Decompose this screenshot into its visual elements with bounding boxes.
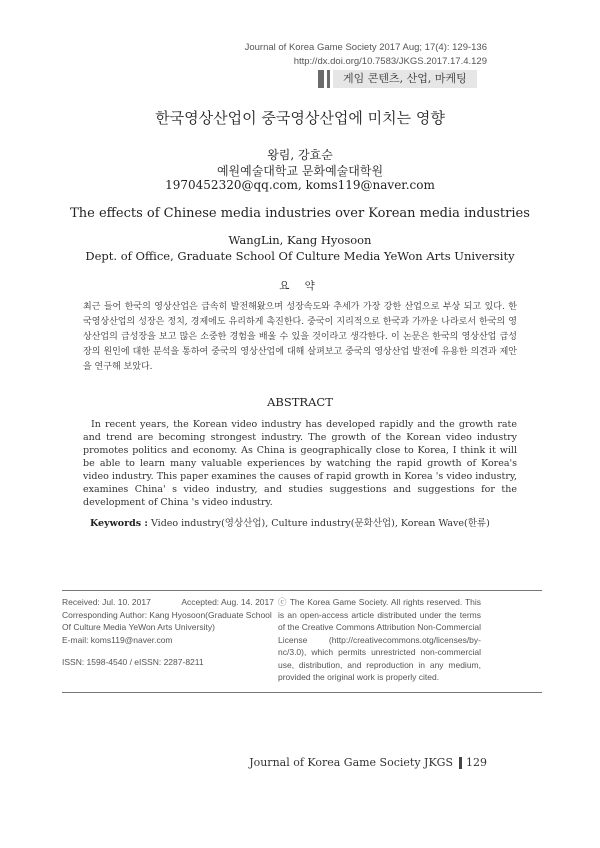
footer-journal-name: Journal of Korea Game Society JKGS: [249, 756, 453, 769]
journal-citation: Journal of Korea Game Society 2017 Aug; 17(4): 129-136: [244, 42, 487, 53]
corresponding-email: E-mail: koms119@naver.com: [62, 634, 173, 645]
category-marker-bar-thin: [327, 70, 330, 88]
keywords: [90, 515, 490, 529]
english-title: The effects of Chinese media industries over Korean media industries: [70, 206, 530, 221]
keywords-text: Video industry(영상산업), Culture industry(문화산업), Korean Wave(한류): [150, 518, 490, 529]
copyright-notice: ⓒ The Korea Game Society. All rights reserved. This is an open-access article distributed under the terms of the Creative Commons Attribution Non-Commercial License (http://creativecommons.otg/licenses/by-nc/3.0), which permits unrestricted non-commercial use, distribution, and reproduction in any medium, provided the original work is properly cited.: [278, 597, 481, 682]
korean-title: 한국영상산업이 중국영상산업에 미치는 영향: [155, 109, 445, 127]
english-authors: WangLin, Kang Hyosoon: [228, 233, 372, 247]
korean-authors: 왕림, 강효순: [267, 148, 333, 162]
category-text: 게임 콘텐츠, 산업, 마케팅: [333, 70, 477, 88]
keywords-label: Keywords :: [90, 518, 148, 529]
english-abstract-heading: ABSTRACT: [267, 395, 333, 409]
korean-affiliation: 예원예술대학교 문화예술대학원: [216, 164, 384, 178]
korean-abstract-heading: 요 약: [279, 280, 321, 292]
english-abstract-text: In recent years, the Korean video industry has developed rapidly and the growth rate and trend are becoming strongest industry. The growth of the Korean video industry promotes politics and economy. As China is geographically close to Korea, I think it will be able to learn many valuable experiences by watching the rapid growth of Korea's video industry. This paper examines the causes of rapid growth in Korea 's video industry, examines China' s video industry, and studies suggestions and suggestions for the development of China 's video industry.: [83, 419, 517, 508]
english-affiliation: Dept. of Office, Graduate School Of Culture Media YeWon Arts University: [85, 249, 515, 263]
korean-abstract-text: 최근 들어 한국의 영상산업은 급속히 발전해왔으며 성장속도와 추세가 가장 강한 산업으로 부상 되고 있다. 한국영상산업의 성장은 정치, 경제에도 유리하게 촉진한다. 중국이 지리적으로 한국과 가까운 나라로서 한국의 영상산업의 급성장을 보고 많은 소중한 경험을 배울 수 있을 것이라고 생각한다. 이 논문은 한국의 영상산업 급성장의 원인에 대한 분석을 통하여 중국의 영상산업에 대해 살펴보고 중국의 영상산업 발전에 유용한 의견과 제안을 연구해 보았다.: [83, 302, 517, 372]
footnote-divider-bottom: [62, 692, 542, 693]
article-info: [62, 596, 274, 669]
page-number: 129: [466, 756, 487, 769]
doi-link[interactable]: http://dx.doi.org/10.7583/JKGS.2017.17.4.129: [293, 56, 487, 67]
accepted-date: Accepted: Aug. 14. 2017: [181, 597, 274, 607]
author-emails: 1970452320@qq.com, koms119@naver.com: [165, 178, 435, 192]
category-label: [318, 70, 477, 88]
dates-row: [62, 596, 274, 609]
received-date: Received: Jul. 10. 2017: [62, 597, 151, 607]
footer-separator: [459, 757, 462, 769]
corresponding-author: Corresponding Author: Kang Hyosoon(Graduate School Of Culture Media YeWon Arts University): [62, 609, 272, 632]
category-marker-bar: [318, 70, 324, 88]
page-footer: [249, 756, 487, 769]
issn: ISSN: 1598-4540 / eISSN: 2287-8211: [62, 657, 204, 667]
footnote-divider-top: [62, 590, 542, 591]
